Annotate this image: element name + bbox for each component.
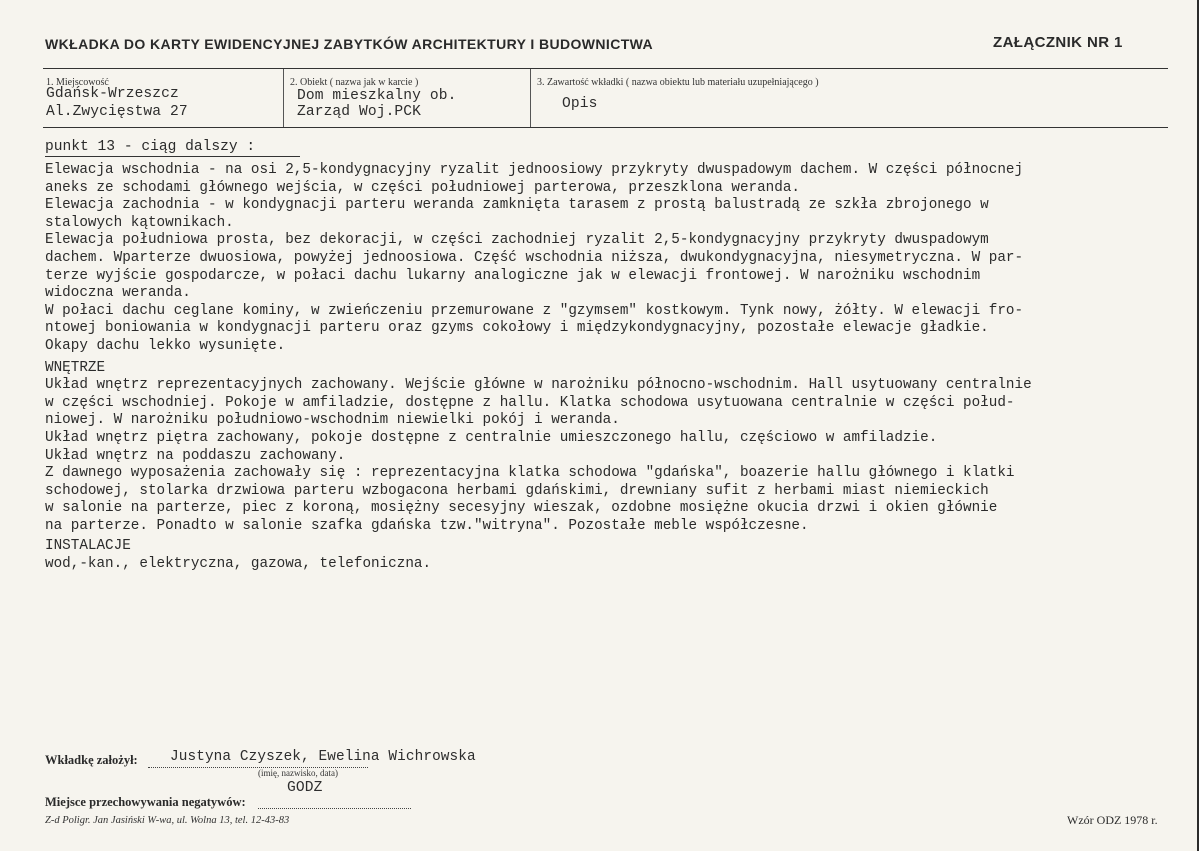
text-line: Z dawnego wyposażenia zachowały się : reprezentacyjna klatka schodowa "gdańska", boazerie hallu głównego i klatki [45,465,1015,482]
printer-imprint: Z-d Poligr. Jan Jasiński W-wa, ul. Wolna 13, tel. 12-43-83 [45,815,290,826]
fields-divider-2 [530,69,531,127]
text-line: w części wschodniej. Pokoje w amfiladzie, dostępne z hallu. Klatka schodowa usytuowana centralnie w części połud- [45,394,1015,411]
author-value: Justyna Czyszek, Ewelina Wichrowska [170,749,476,765]
text-line: W połaci dachu ceglane kominy, w zwieńczeniu przemurowane z "gzymsem" kostkowym. Tynk nowy, żółty. W elewacji fro- [45,302,1024,319]
object-label: 2. Obiekt ( nazwa jak w karcie ) [290,77,419,88]
fields-bottom-rule [43,127,1168,128]
text-line: schodowej, stolarka drzwiowa parteru wzbogacona herbami gdańskimi, drewniany sufit z herbami miast niemieckich [45,482,989,499]
location-line-2: Al.Zwycięstwa 27 [46,104,188,120]
text-line: Układ wnętrz na poddaszu zachowany. [45,447,346,464]
negatives-value: GODZ [287,780,323,796]
text-line: wod,-kan., elektryczna, gazowa, telefoniczna. [45,556,432,573]
text-line: Elewacja południowa prosta, bez dekoracji, w części zachodniej ryzalit 2,5-kondygnacyjny przykryty dwuspadowym [45,232,989,249]
author-hint: (imię, nazwisko, data) [258,768,338,778]
text-line: Układ wnętrz piętra zachowany, pokoje dostępne z centralnie umieszczonego hallu, częściowo w amfiladzie. [45,429,938,446]
text-line: stalowych kątownikach. [45,214,234,231]
form-model: Wzór ODZ 1978 r. [1067,813,1158,827]
text-line: niowej. W narożniku południowo-wschodnim niewielki pokój i weranda. [45,412,620,429]
text-line: Elewacja wschodnia - na osi 2,5-kondygnacyjny ryzalit jednoosiowy przykryty dwuspadowym dachem. W części północnej [45,162,1024,178]
location-line-1: Gdańsk-Wrzeszcz [46,86,179,102]
subheading-installations: INSTALACJE [45,538,131,555]
annex-number: ZAŁĄCZNIK NR 1 [993,34,1123,51]
object-line-1: Dom mieszkalny ob. [297,88,457,104]
author-label: Wkładkę założył: [45,753,138,767]
text-line: widoczna weranda. [45,285,191,302]
fields-top-rule [43,68,1168,69]
section-heading: punkt 13 - ciąg dalszy : [45,139,300,157]
negatives-dotted-line [258,808,411,809]
text-line: Elewacja zachodnia - w kondygnacji parteru weranda zamknięta tarasem z prostą balustradą ze szkła zbrojonego w [45,197,989,214]
location-label: 1. Miejscowość [46,77,109,88]
negatives-label: Miejsce przechowywania negatywów: [45,795,246,809]
description-text [45,162,1197,574]
text-line: w salonie na parterze, piec z koroną, mosiężny secesyjny wieszak, ozdobne mosiężne okucia drzwi i okien głównie [45,500,998,517]
text-line: ntowej boniowania w kondygnacji parteru oraz gzyms cokołowy i międzykondygnacyjny, pozostałe elewacje gładkie. [45,320,989,337]
contents-value: Opis [562,96,598,112]
text-line: aneks ze schodami głównego wejścia, w części południowej parterowa, przeszklona weranda. [45,179,800,196]
text-line: dachem. Wparterze dwuosiowa, powyżej jednoosiowa. Część wschodnia niższa, dwukondygnacyjna, niesymetryczna. W par- [45,249,1024,266]
object-line-2: Zarząd Woj.PCK [297,104,422,120]
fields-divider-1 [283,69,284,127]
contents-label: 3. Zawartość wkładki ( nazwa obiektu lub materiału uzupełniającego ) [537,77,819,88]
text-line: na parterze. Ponadto w salonie szafka gdańska tzw."witryna". Pozostałe meble współczesne. [45,517,809,534]
text-line: Układ wnętrz reprezentacyjnych zachowany. Wejście główne w narożniku północno-wschodnim. Hall usytuowany centralnie [45,377,1032,394]
subheading-interior: WNĘTRZE [45,359,106,376]
form-title: WKŁADKA DO KARTY EWIDENCYJNEJ ZABYTKÓW ARCHITEKTURY I BUDOWNICTWA [45,36,654,52]
text-line: Okapy dachu lekko wysunięte. [45,337,286,354]
text-line: terze wyjście gospodarcze, w połaci dachu lukarny analogiczne jak w elewacji frontowej. W narożniku wschodnim [45,267,981,284]
